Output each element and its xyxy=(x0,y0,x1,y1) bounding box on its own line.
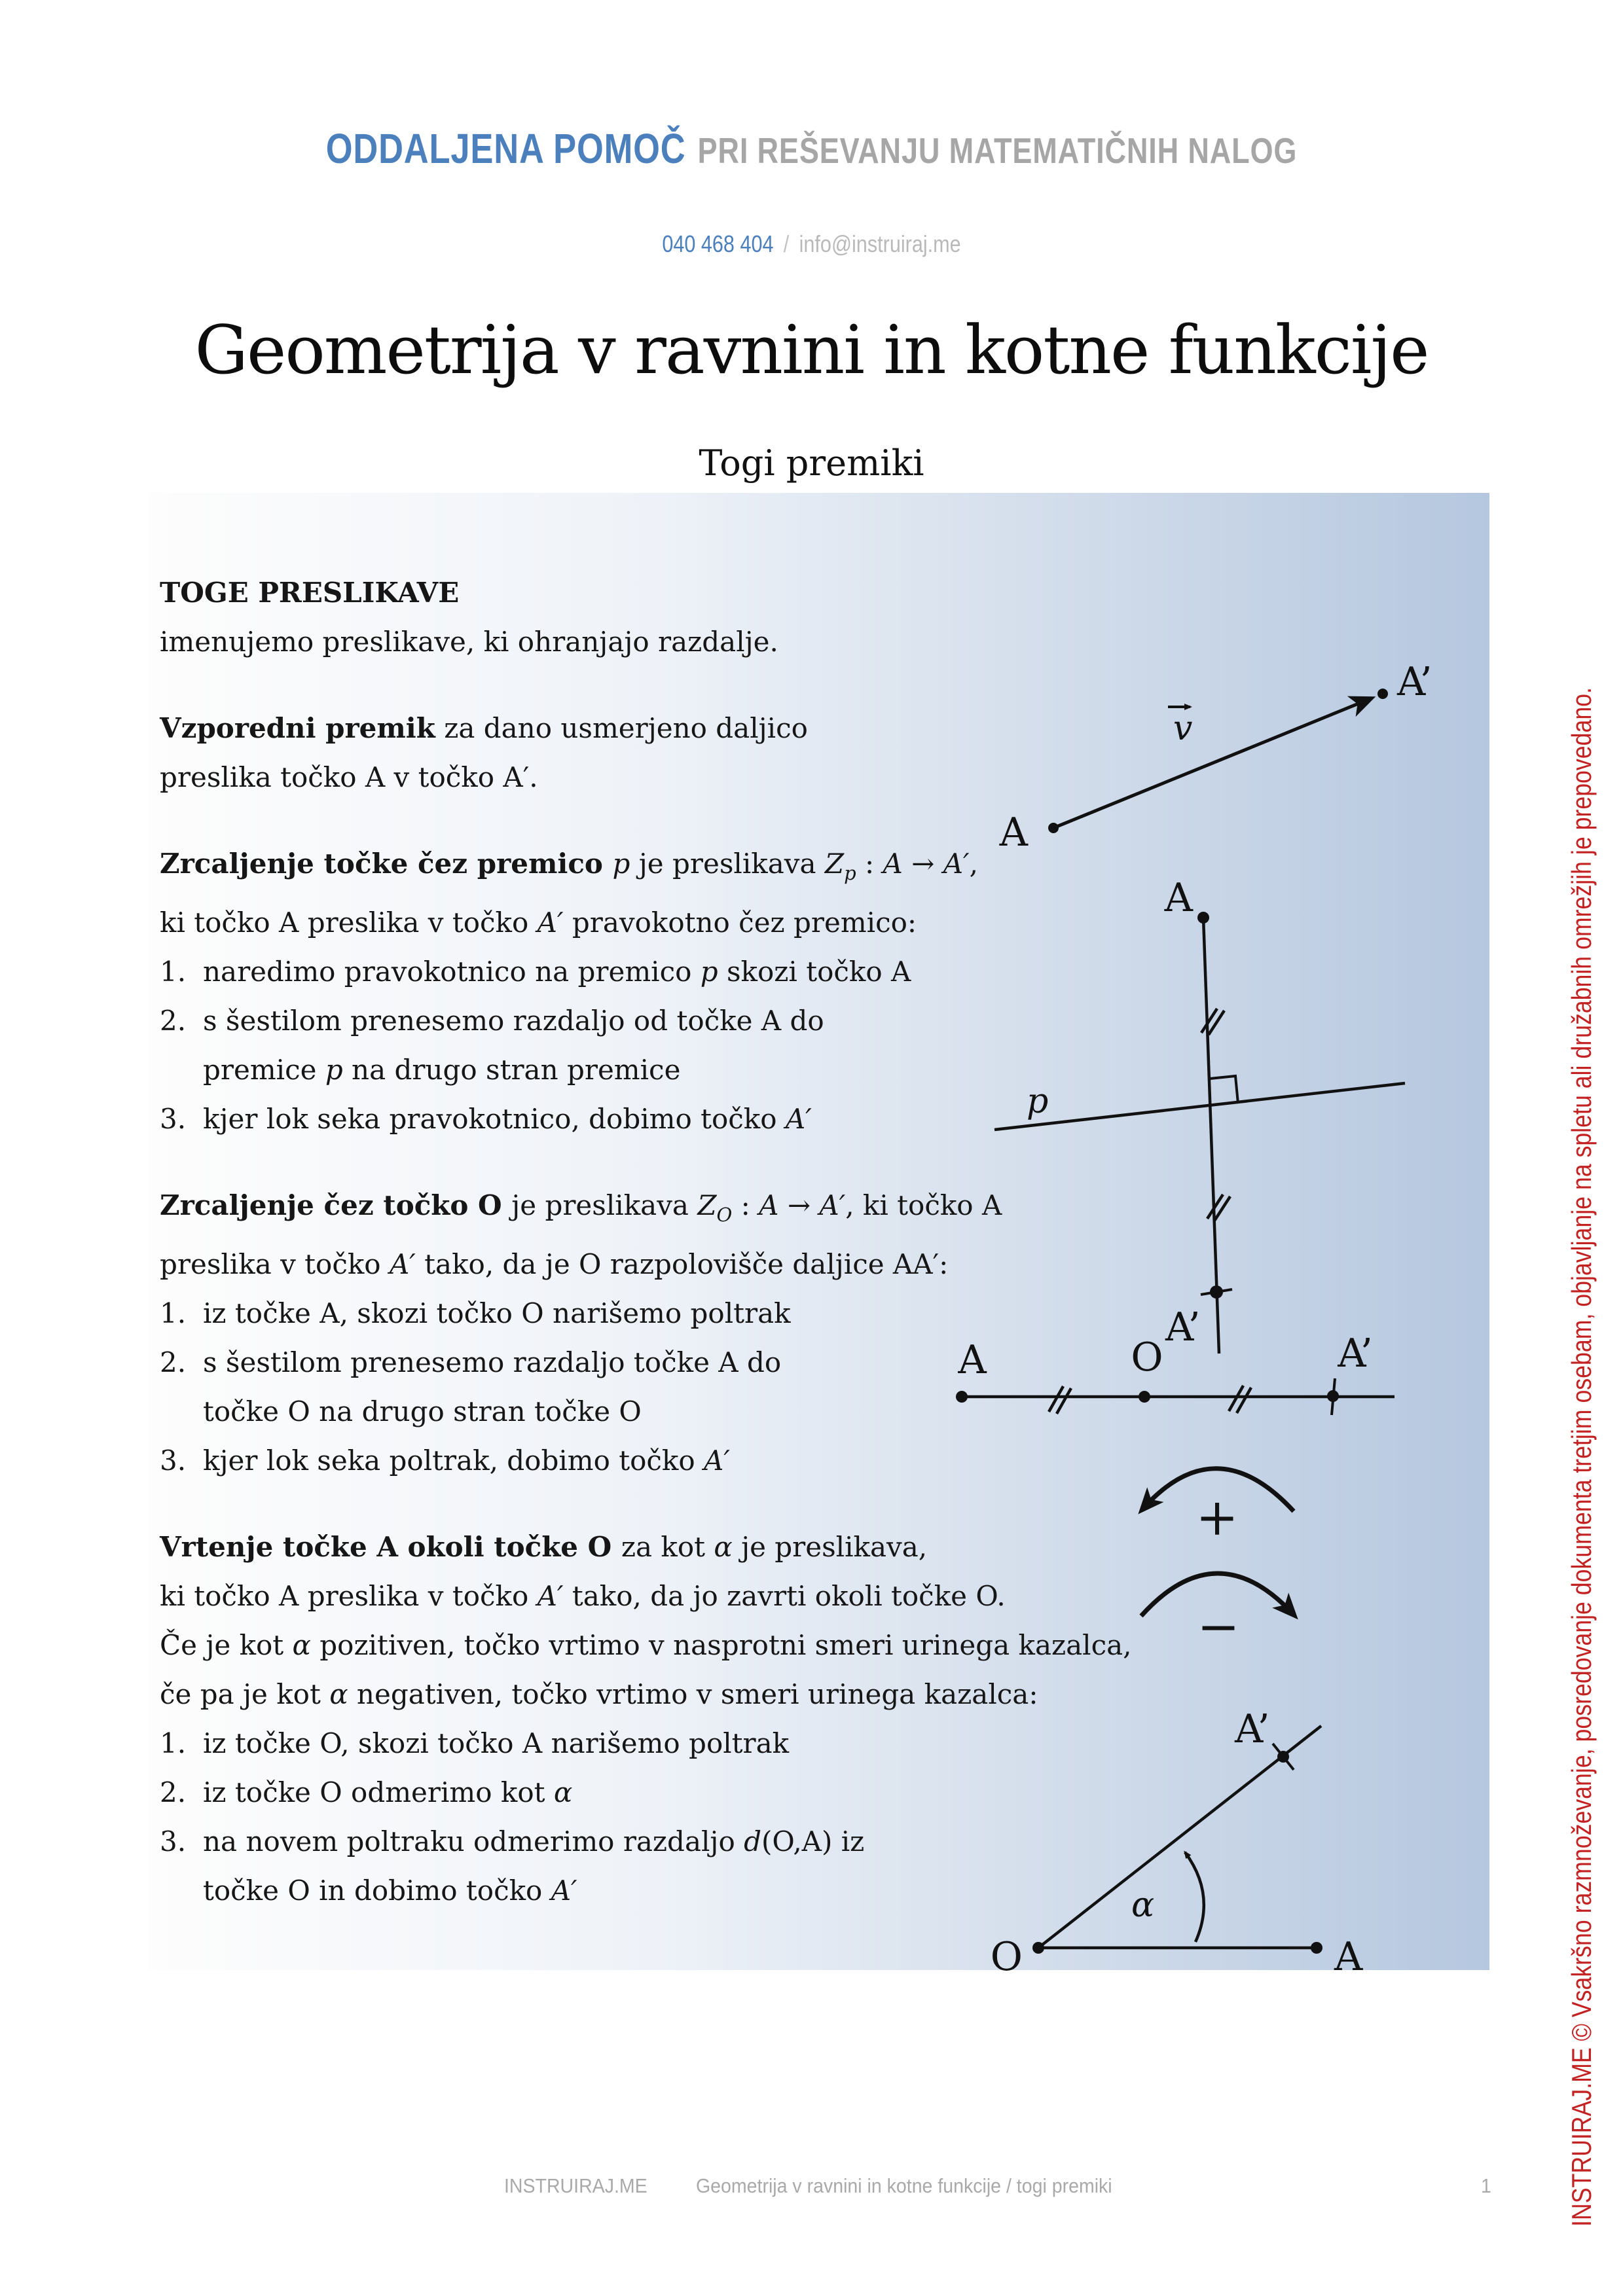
text-run: imenujemo preslikave, ki ohranjajo razdalje. xyxy=(160,626,778,658)
footer-page-number: 1 xyxy=(1481,2174,1491,2197)
text-run: ki točko A preslika v točko xyxy=(160,1580,538,1612)
copyright-note: INSTRUIRAJ.ME © Vsakršno razmnoževanje, posredovanje dokumenta tretjim osebam, objavljanje na spletu ali družabnih omrežjih je prepovedano. xyxy=(1566,687,1597,2227)
text-run: iz točke O odmerimo kot xyxy=(203,1776,554,1808)
text-run: s šestilom prenesemo razdaljo od točke A do xyxy=(203,1005,824,1037)
text-run: naredimo pravokotnico na premico xyxy=(203,956,701,988)
tick-upper-2 xyxy=(1209,1011,1224,1035)
list-number: 3. xyxy=(160,1825,187,1857)
text-run: p xyxy=(325,1054,343,1086)
rotation-signs-diagram xyxy=(1113,1453,1329,1662)
text-run: točke O in dobimo točko xyxy=(203,1874,551,1907)
text-run: A → A′ xyxy=(883,848,970,880)
point-a-prime-label: A’ xyxy=(1338,1331,1373,1376)
text-run: p xyxy=(700,956,718,988)
line-p xyxy=(994,1083,1405,1130)
text-run: če pa je kot xyxy=(160,1678,330,1710)
point-reflection-diagram xyxy=(936,1322,1447,1440)
text-run: je preslikava xyxy=(630,848,825,880)
text-run: A′ xyxy=(389,1248,416,1280)
text-run: iz točke A, skozi točko O narišemo poltrak xyxy=(203,1297,791,1329)
text-run: je preslikava xyxy=(511,1189,698,1221)
text-run: Vrtenje točke A okoli točke O xyxy=(160,1531,621,1563)
text-run: TOGE PRESLIKAVE xyxy=(160,577,460,609)
text-run: α xyxy=(553,1776,573,1808)
text-run: preslika točko A v točko A′. xyxy=(160,761,538,793)
header-contact xyxy=(122,230,1501,258)
email-address: info@instruiraj.me xyxy=(799,230,961,257)
text-run: α xyxy=(292,1629,311,1661)
list-number: 1. xyxy=(160,956,187,988)
text-run: iz točke O, skozi točko A narišemo poltrak xyxy=(203,1727,790,1759)
line-reflection-diagram xyxy=(949,838,1447,1361)
list-number: 3. xyxy=(160,1103,187,1135)
text-run: preslika v točko xyxy=(160,1248,390,1280)
translation-diagram xyxy=(982,655,1432,855)
page-title: Geometrija v ravnini in kotne funkcije xyxy=(194,312,1429,389)
text-run: tako, da jo zavrti okoli točke O. xyxy=(563,1580,1006,1612)
brand-tagline: PRI REŠEVANJU MATEMATIČNIH NALOG xyxy=(697,130,1298,171)
list-number: 3. xyxy=(160,1444,187,1477)
text-run: pozitiven, točko vrtimo v nasprotni smeri urinega kazalca, xyxy=(310,1629,1132,1661)
point-a-prime-tick xyxy=(1332,1378,1335,1415)
point-a-dot xyxy=(956,1391,968,1403)
vector-v-label: v xyxy=(1173,709,1193,748)
text-run: , ki točko A xyxy=(845,1189,1002,1221)
text-run: ki točko A preslika v točko xyxy=(160,906,538,939)
right-angle-icon xyxy=(1210,1076,1238,1103)
text-line xyxy=(160,1571,1132,1621)
text-run: O xyxy=(716,1204,733,1226)
phone-number: 040 468 404 xyxy=(662,230,774,257)
text-line xyxy=(160,1719,1132,1768)
point-a-label: A xyxy=(1164,875,1193,921)
point-a-prime-label: A’ xyxy=(1397,659,1432,705)
minus-sign: − xyxy=(1197,1598,1240,1657)
text-run: na novem poltraku odmerimo razdaljo xyxy=(203,1825,744,1857)
footer-doc-title: Geometrija v ravnini in kotne funkcije / togi premiki xyxy=(696,2174,1112,2197)
text-run: Z xyxy=(697,1189,717,1221)
list-number: 1. xyxy=(160,1297,187,1329)
point-a-prime-label: A’ xyxy=(1165,1304,1201,1350)
text-run: negativen, točko vrtimo v smeri urinega kazalca: xyxy=(348,1678,1038,1710)
text-run: za dano usmerjeno daljico xyxy=(435,712,808,744)
text-run: A′ xyxy=(537,906,564,939)
text-run: α xyxy=(329,1678,348,1710)
angle-arc-arrow xyxy=(1185,1852,1204,1942)
text-run: je preslikava, xyxy=(732,1531,928,1563)
point-o-dot xyxy=(1139,1391,1150,1403)
line-p-label: p xyxy=(1027,1082,1049,1121)
text-line xyxy=(160,568,1132,617)
point-a-dot xyxy=(1311,1942,1322,1954)
text-run: p xyxy=(844,862,856,884)
tick-lower-2 xyxy=(1214,1196,1230,1221)
text-run: točke O na drugo stran točke O xyxy=(203,1395,642,1427)
text-run: Zrcaljenje čez točko O xyxy=(160,1189,512,1221)
text-line xyxy=(160,1768,1132,1817)
text-run: : xyxy=(732,1189,759,1221)
text-run: (O,A) iz xyxy=(761,1825,865,1857)
text-run: : xyxy=(856,848,883,880)
header xyxy=(146,124,1477,173)
text-run: skozi točko A xyxy=(718,956,911,988)
point-a-label: A xyxy=(1334,1934,1363,1980)
tick-upper-1 xyxy=(1201,1009,1217,1033)
text-run: , xyxy=(969,848,978,880)
list-number: 2. xyxy=(160,1005,187,1037)
text-line xyxy=(160,1817,1132,1866)
text-run: tako, da je O razpolovišče daljice AA′: xyxy=(415,1248,949,1280)
text-run: kjer lok seka pravokotnico, dobimo točko xyxy=(203,1103,786,1135)
text-run: Z xyxy=(824,848,845,880)
list-number: 2. xyxy=(160,1776,187,1808)
text-line xyxy=(160,1670,1132,1719)
footer-site: INSTRUIRAJ.ME xyxy=(504,2174,647,2197)
point-a-dot xyxy=(1048,823,1059,833)
text-run: p xyxy=(612,848,630,880)
point-a-prime-tick xyxy=(1273,1744,1294,1770)
text-run: za kot xyxy=(621,1531,714,1563)
point-a-dot xyxy=(1197,912,1209,924)
point-o-label: O xyxy=(990,1934,1023,1980)
text-run: s šestilom prenesemo razdaljo točke A do xyxy=(203,1346,782,1378)
text-run: Če je kot xyxy=(160,1629,293,1661)
vector-arrow xyxy=(1053,699,1370,828)
point-o-dot xyxy=(1032,1942,1044,1954)
text-run: kjer lok seka poltrak, dobimo točko xyxy=(203,1444,704,1477)
rotation-diagram xyxy=(990,1689,1414,1983)
point-a-label: A xyxy=(999,810,1028,855)
point-a-prime-label: A’ xyxy=(1235,1706,1270,1752)
point-a-label: A xyxy=(958,1337,987,1383)
text-line xyxy=(160,1522,1132,1571)
page-subtitle: Togi premiki xyxy=(699,442,924,484)
plus-sign: + xyxy=(1195,1488,1239,1547)
text-run: α xyxy=(714,1531,733,1563)
text-run: premice xyxy=(203,1054,325,1086)
list-number: 1. xyxy=(160,1727,187,1759)
brand-name: ODDALJENA POMOČ xyxy=(325,125,686,172)
text-run: A′ xyxy=(704,1444,730,1477)
text-line xyxy=(160,1866,1132,1915)
text-run: pravokotno čez premico: xyxy=(563,906,917,939)
contact-separator: / xyxy=(783,230,790,257)
list-number: 2. xyxy=(160,1346,187,1378)
text-run: Zrcaljenje točke čez premico xyxy=(160,848,613,880)
text-run: Vzporedni premik xyxy=(160,712,435,744)
text-run: A′ xyxy=(551,1874,577,1907)
point-o-label: O xyxy=(1131,1335,1163,1380)
text-line xyxy=(160,1436,1132,1485)
text-line xyxy=(160,1621,1132,1670)
point-a-prime-dot xyxy=(1377,689,1388,699)
text-run: d xyxy=(744,1825,761,1857)
alpha-label: α xyxy=(1131,1886,1155,1925)
text-run: A′ xyxy=(537,1580,564,1612)
text-run: A′ xyxy=(785,1103,812,1135)
text-run: na drugo stran premice xyxy=(342,1054,681,1086)
text-run: A → A′ xyxy=(759,1189,846,1221)
